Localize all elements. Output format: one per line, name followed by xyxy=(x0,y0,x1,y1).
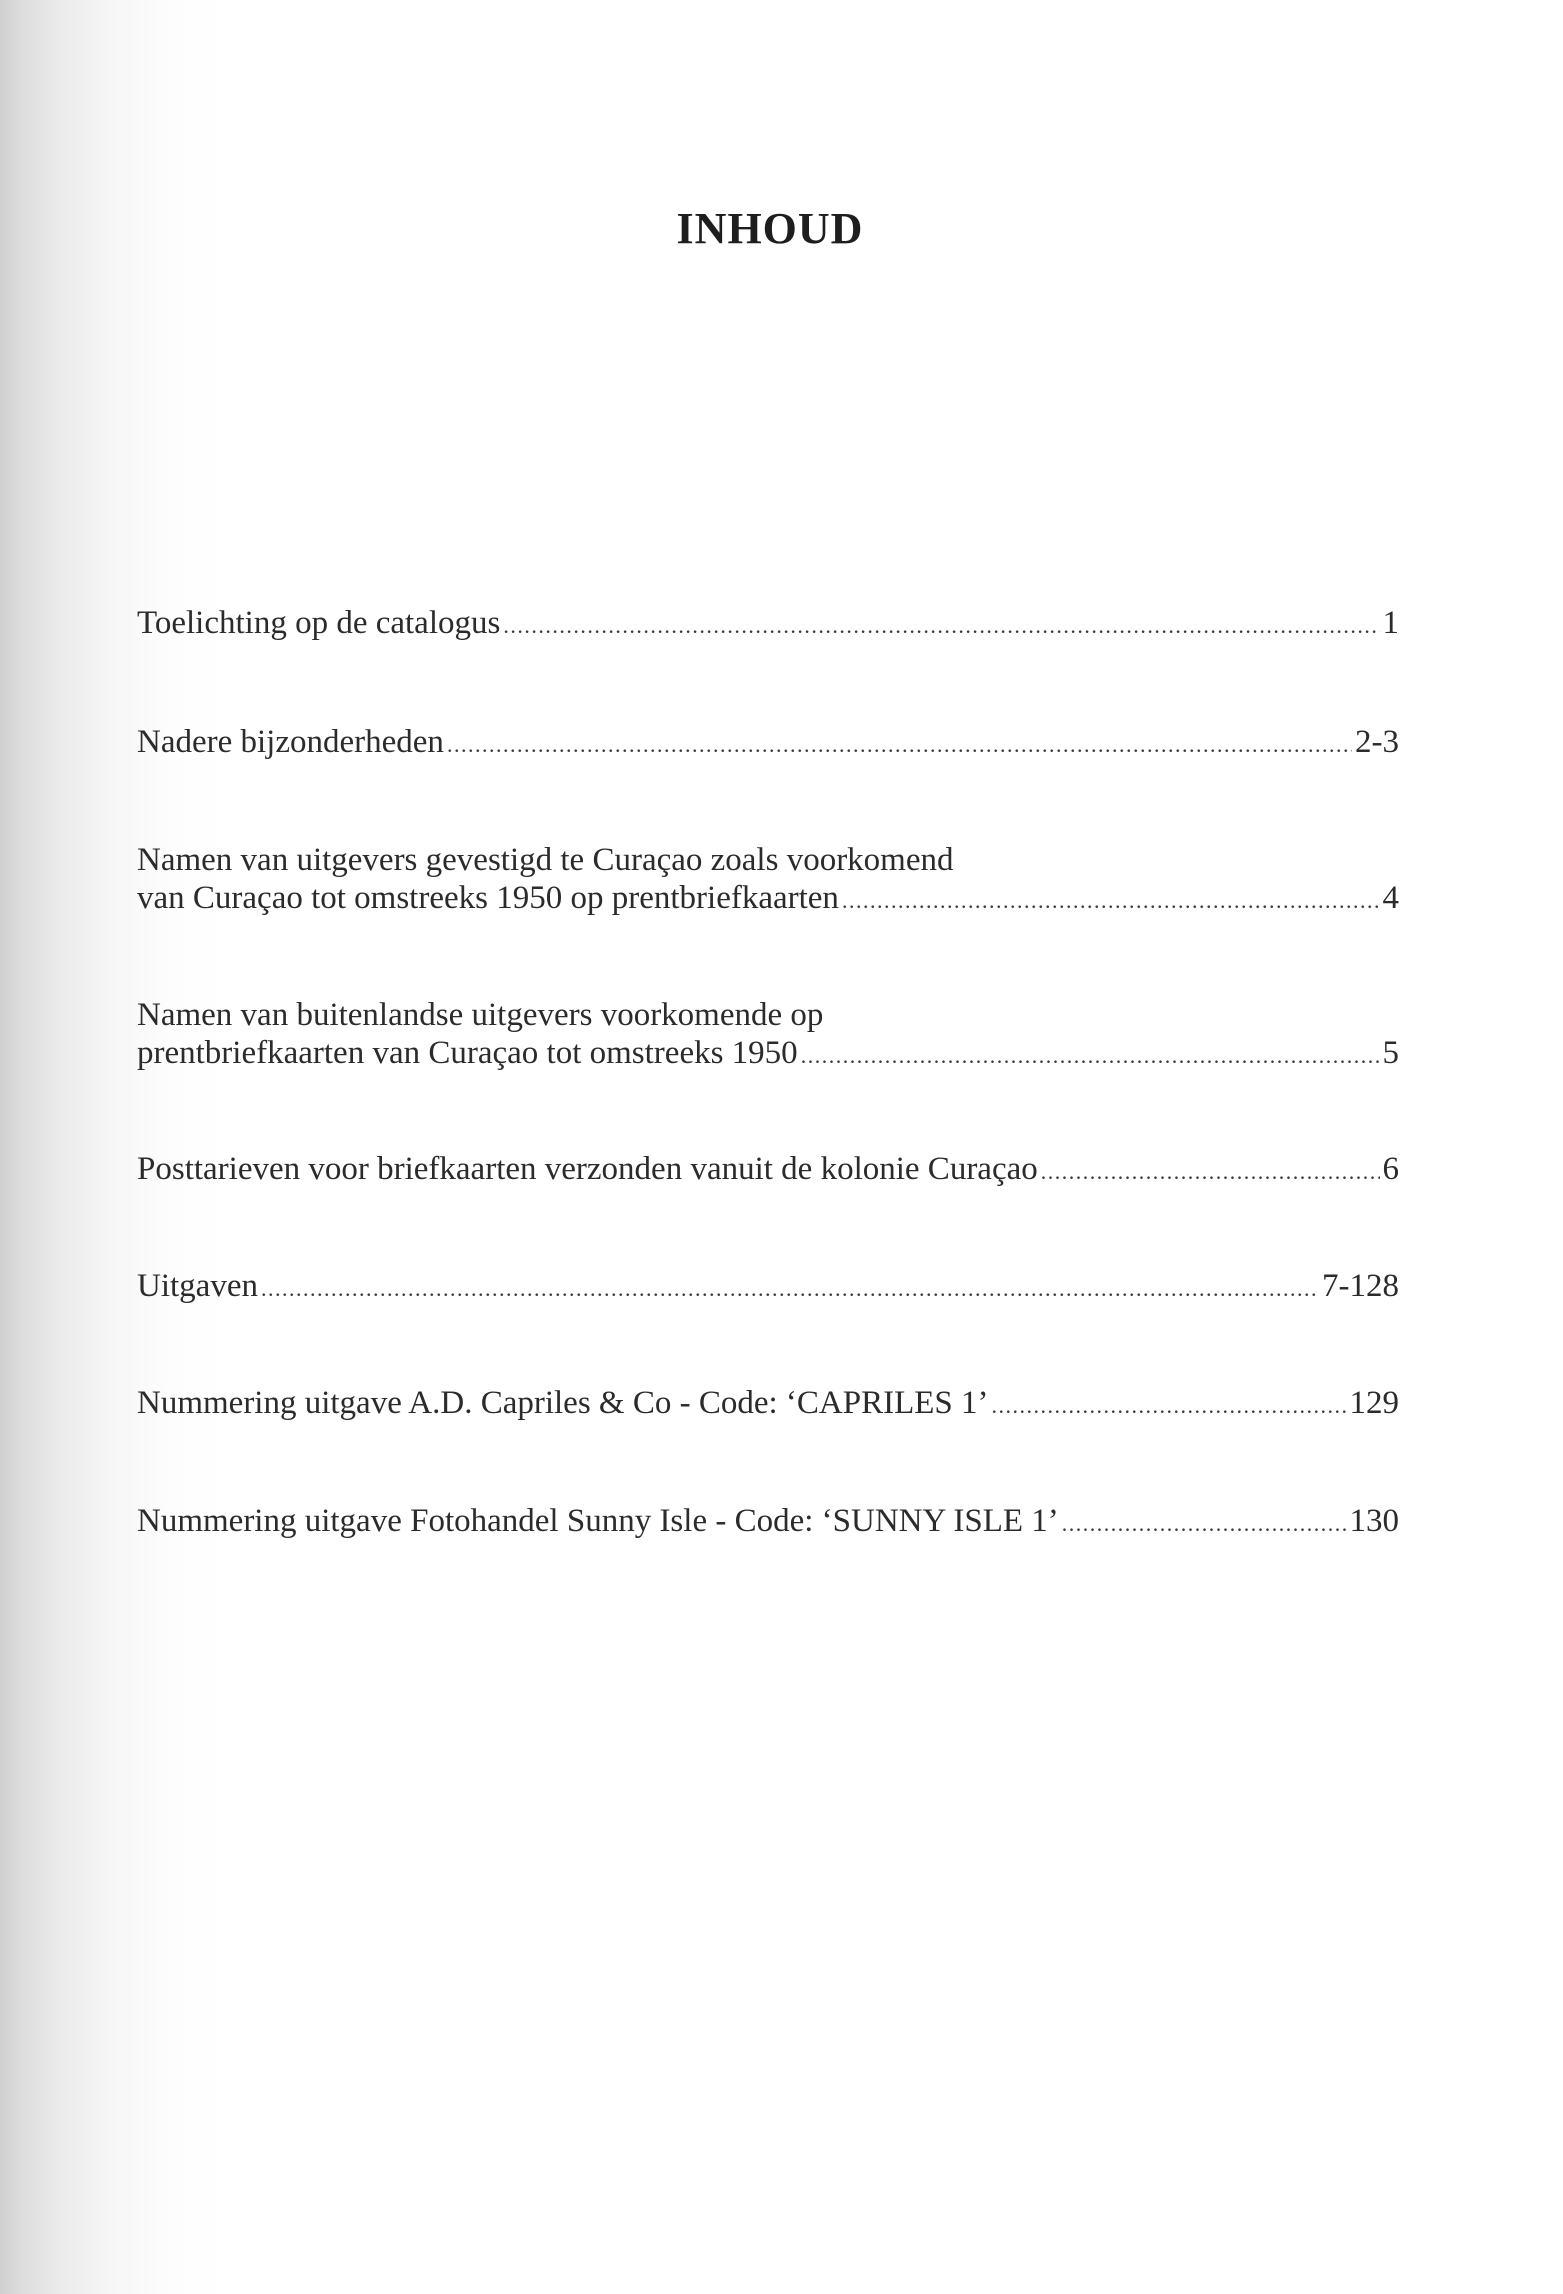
toc-entry-posttarieven xyxy=(137,1150,1399,1191)
dot-leader xyxy=(1041,1153,1380,1191)
dot-leader xyxy=(842,882,1380,920)
toc-entry-uitgaven xyxy=(137,1267,1399,1308)
toc-entry-capriles xyxy=(137,1384,1399,1425)
toc-page-number: 5 xyxy=(1382,1035,1399,1071)
dot-leader xyxy=(992,1387,1347,1425)
toc-page-number: 6 xyxy=(1382,1151,1399,1187)
toc-entry-label-line: Namen van buitenlandse uitgevers voorkomende op xyxy=(137,997,824,1033)
toc-entry-label: Posttarieven voor briefkaarten verzonden vanuit de kolonie Curaçao xyxy=(137,1151,1038,1187)
dot-leader xyxy=(261,1270,1319,1308)
toc-page-number: 1 xyxy=(1382,605,1399,641)
toc-entry-label: van Curaçao tot omstreeks 1950 op prentbriefkaarten xyxy=(137,880,839,916)
toc-page-number: 129 xyxy=(1349,1385,1399,1421)
toc-page-number: 7-128 xyxy=(1322,1268,1399,1304)
toc-page-number: 4 xyxy=(1382,880,1399,916)
page-title: INHOUD xyxy=(676,204,864,253)
dot-leader xyxy=(1062,1505,1347,1543)
dot-leader xyxy=(801,1037,1380,1075)
toc-entry-label: Nummering uitgave Fotohandel Sunny Isle - Code: ‘SUNNY ISLE 1’ xyxy=(137,1503,1059,1539)
toc-entry-label: Nadere bijzonderheden xyxy=(137,724,444,760)
toc-entry-label: prentbriefkaarten van Curaçao tot omstreeks 1950 xyxy=(137,1035,798,1071)
toc-page-number: 2-3 xyxy=(1355,724,1399,760)
toc-entry-nadere-bijzonderheden xyxy=(137,723,1399,764)
toc-entry-uitgevers-curacao xyxy=(137,841,1399,920)
toc-entry-buitenlandse-uitgevers xyxy=(137,996,1399,1075)
toc-entry-toelichting xyxy=(137,604,1399,645)
toc-entry-label: Nummering uitgave A.D. Capriles & Co - Code: ‘CAPRILES 1’ xyxy=(137,1385,989,1421)
toc-entry-label: Toelichting op de catalogus xyxy=(137,605,501,641)
toc-entry-label-line: Namen van uitgevers gevestigd te Curaçao zoals voorkomend xyxy=(137,842,954,878)
toc-entry-sunny-isle xyxy=(137,1502,1399,1543)
dot-leader xyxy=(447,726,1352,764)
toc-page-number: 130 xyxy=(1349,1503,1399,1539)
dot-leader xyxy=(503,607,1379,645)
toc-entry-label: Uitgaven xyxy=(137,1268,258,1304)
